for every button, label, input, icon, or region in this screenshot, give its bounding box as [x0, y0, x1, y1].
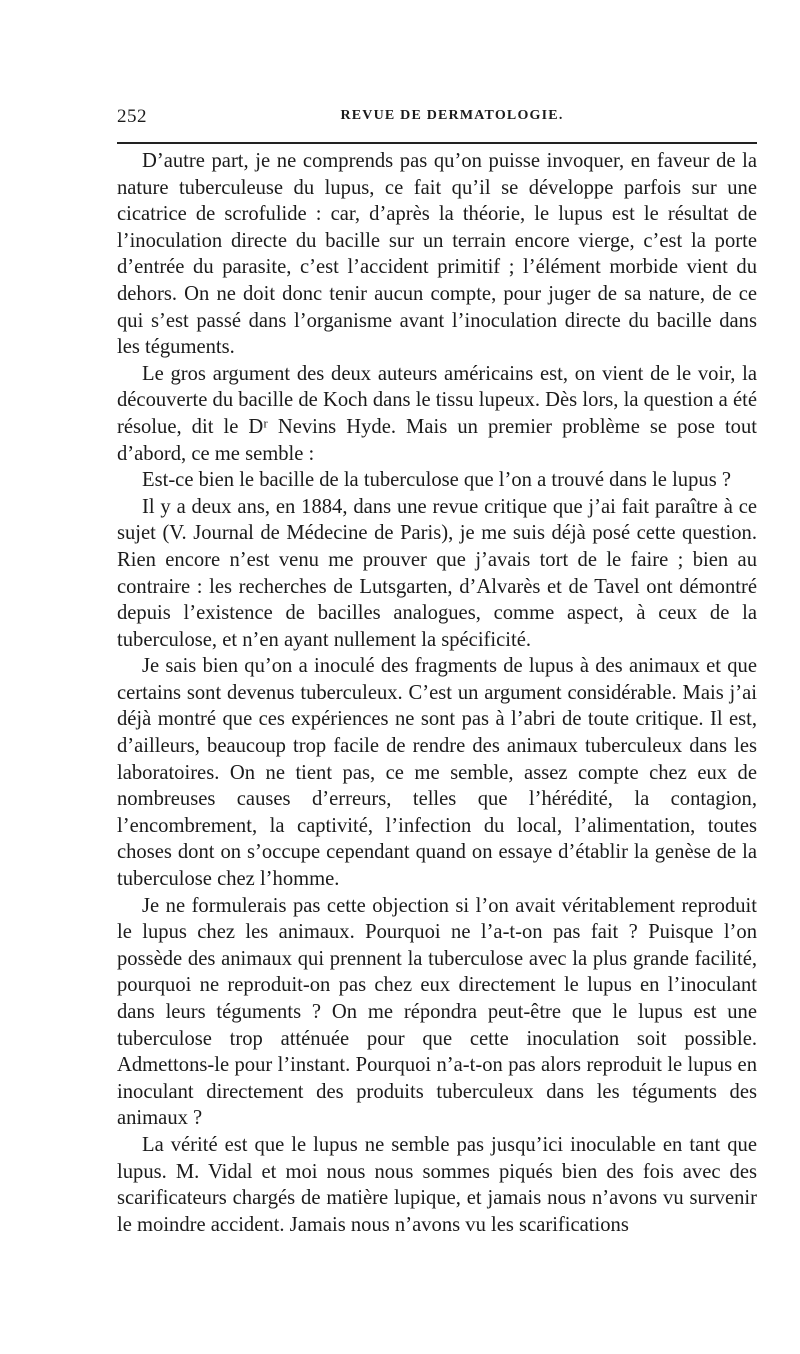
page-header: [117, 104, 757, 134]
paragraph: Le gros argument des deux auteurs américains est, on vient de le voir, la découverte du bacille de Koch dans le tissu lupeux. Dès lors, la question a été résolue, dit le Dʳ Nevins Hyde. Mais un premier problème se pose tout d’abord, ce me semble :: [117, 362, 757, 465]
paragraph: Il y a deux ans, en 1884, dans une revue critique que j’ai fait paraître à ce sujet (V. Journal de Médecine de Paris), je me suis déjà posé cette question. Rien encore n’est venu me prouver que j’avais tort de le faire ; bien au contraire : les recherches de Lutsgarten, d’Alvarès et de Tavel ont démontré depuis l’existence de bacilles analogues, comme aspect, à ceux de la tuberculose, et n’en ayant nullement la spécificité.: [117, 495, 757, 651]
article-body: [117, 148, 757, 1238]
paragraph: Je ne formulerais pas cette objection si l’on avait véritablement reproduit le lupus chez les animaux. Pourquoi ne l’a-t-on pas fait ? Puisque l’on possède des animaux qui prennent la tuberculose avec la plus grande facilité, pourquoi ne reproduit-on pas chez eux directement le lupus en l’inoculant dans leurs téguments ? On me répondra peut-être que le lupus est une tuberculose trop atténuée pour que cette inoculation soit possible. Admettons-le pour l’instant. Pourquoi n’a-t-on pas alors reproduit le lupus en inoculant directement des produits tuberculeux dans les téguments des animaux ?: [117, 894, 757, 1130]
paragraph: D’autre part, je ne comprends pas qu’on puisse invoquer, en faveur de la nature tuberculeuse du lupus, ce fait qu’il se développe parfois sur une cicatrice de scrofulide : car, d’après la théorie, le lupus est le résultat de l’inoculation directe du bacille sur un terrain encore vierge, c’est la porte d’entrée du parasite, c’est l’accident primitif ; l’élément morbide vient du dehors. On ne doit donc tenir aucun compte, pour juger de sa nature, de ce qui s’est passé dans l’organisme avant l’inoculation directe du bacille dans les téguments.: [117, 150, 757, 359]
header-rule: [117, 142, 757, 144]
paragraph: La vérité est que le lupus ne semble pas jusqu’ici inoculable en tant que lupus. M. Vidal et moi nous nous sommes piqués bien des fois avec des scarificateurs chargés de matière lupique, et jamais nous n’avons vu survenir le moindre accident. Jamais nous n’avons vu les scarifications: [117, 1133, 757, 1236]
paragraph: Est-ce bien le bacille de la tuberculose que l’on a trouvé dans le lupus ?: [142, 469, 731, 492]
running-title: REVUE DE DERMATOLOGIE.: [340, 108, 564, 123]
paragraph: Je sais bien qu’on a inoculé des fragments de lupus à des animaux et que certains sont devenus tuberculeux. C’est un argument considérable. Mais j’ai déjà montré que ces expériences ne sont pas à l’abri de toute critique. Il est, d’ailleurs, beaucoup trop facile de rendre des animaux tuberculeux dans les laboratoires. On ne tient pas, ce me semble, assez compte chez eux de nombreuses causes d’erreurs, telles que l’hérédité, la contagion, l’encombrement, la captivité, l’infection du local, l’alimentation, toutes choses dont on s’occupe cependant quand on essaye d’établir la genèse de la tuberculose chez l’homme.: [117, 655, 757, 891]
page-number: 252: [117, 106, 147, 127]
